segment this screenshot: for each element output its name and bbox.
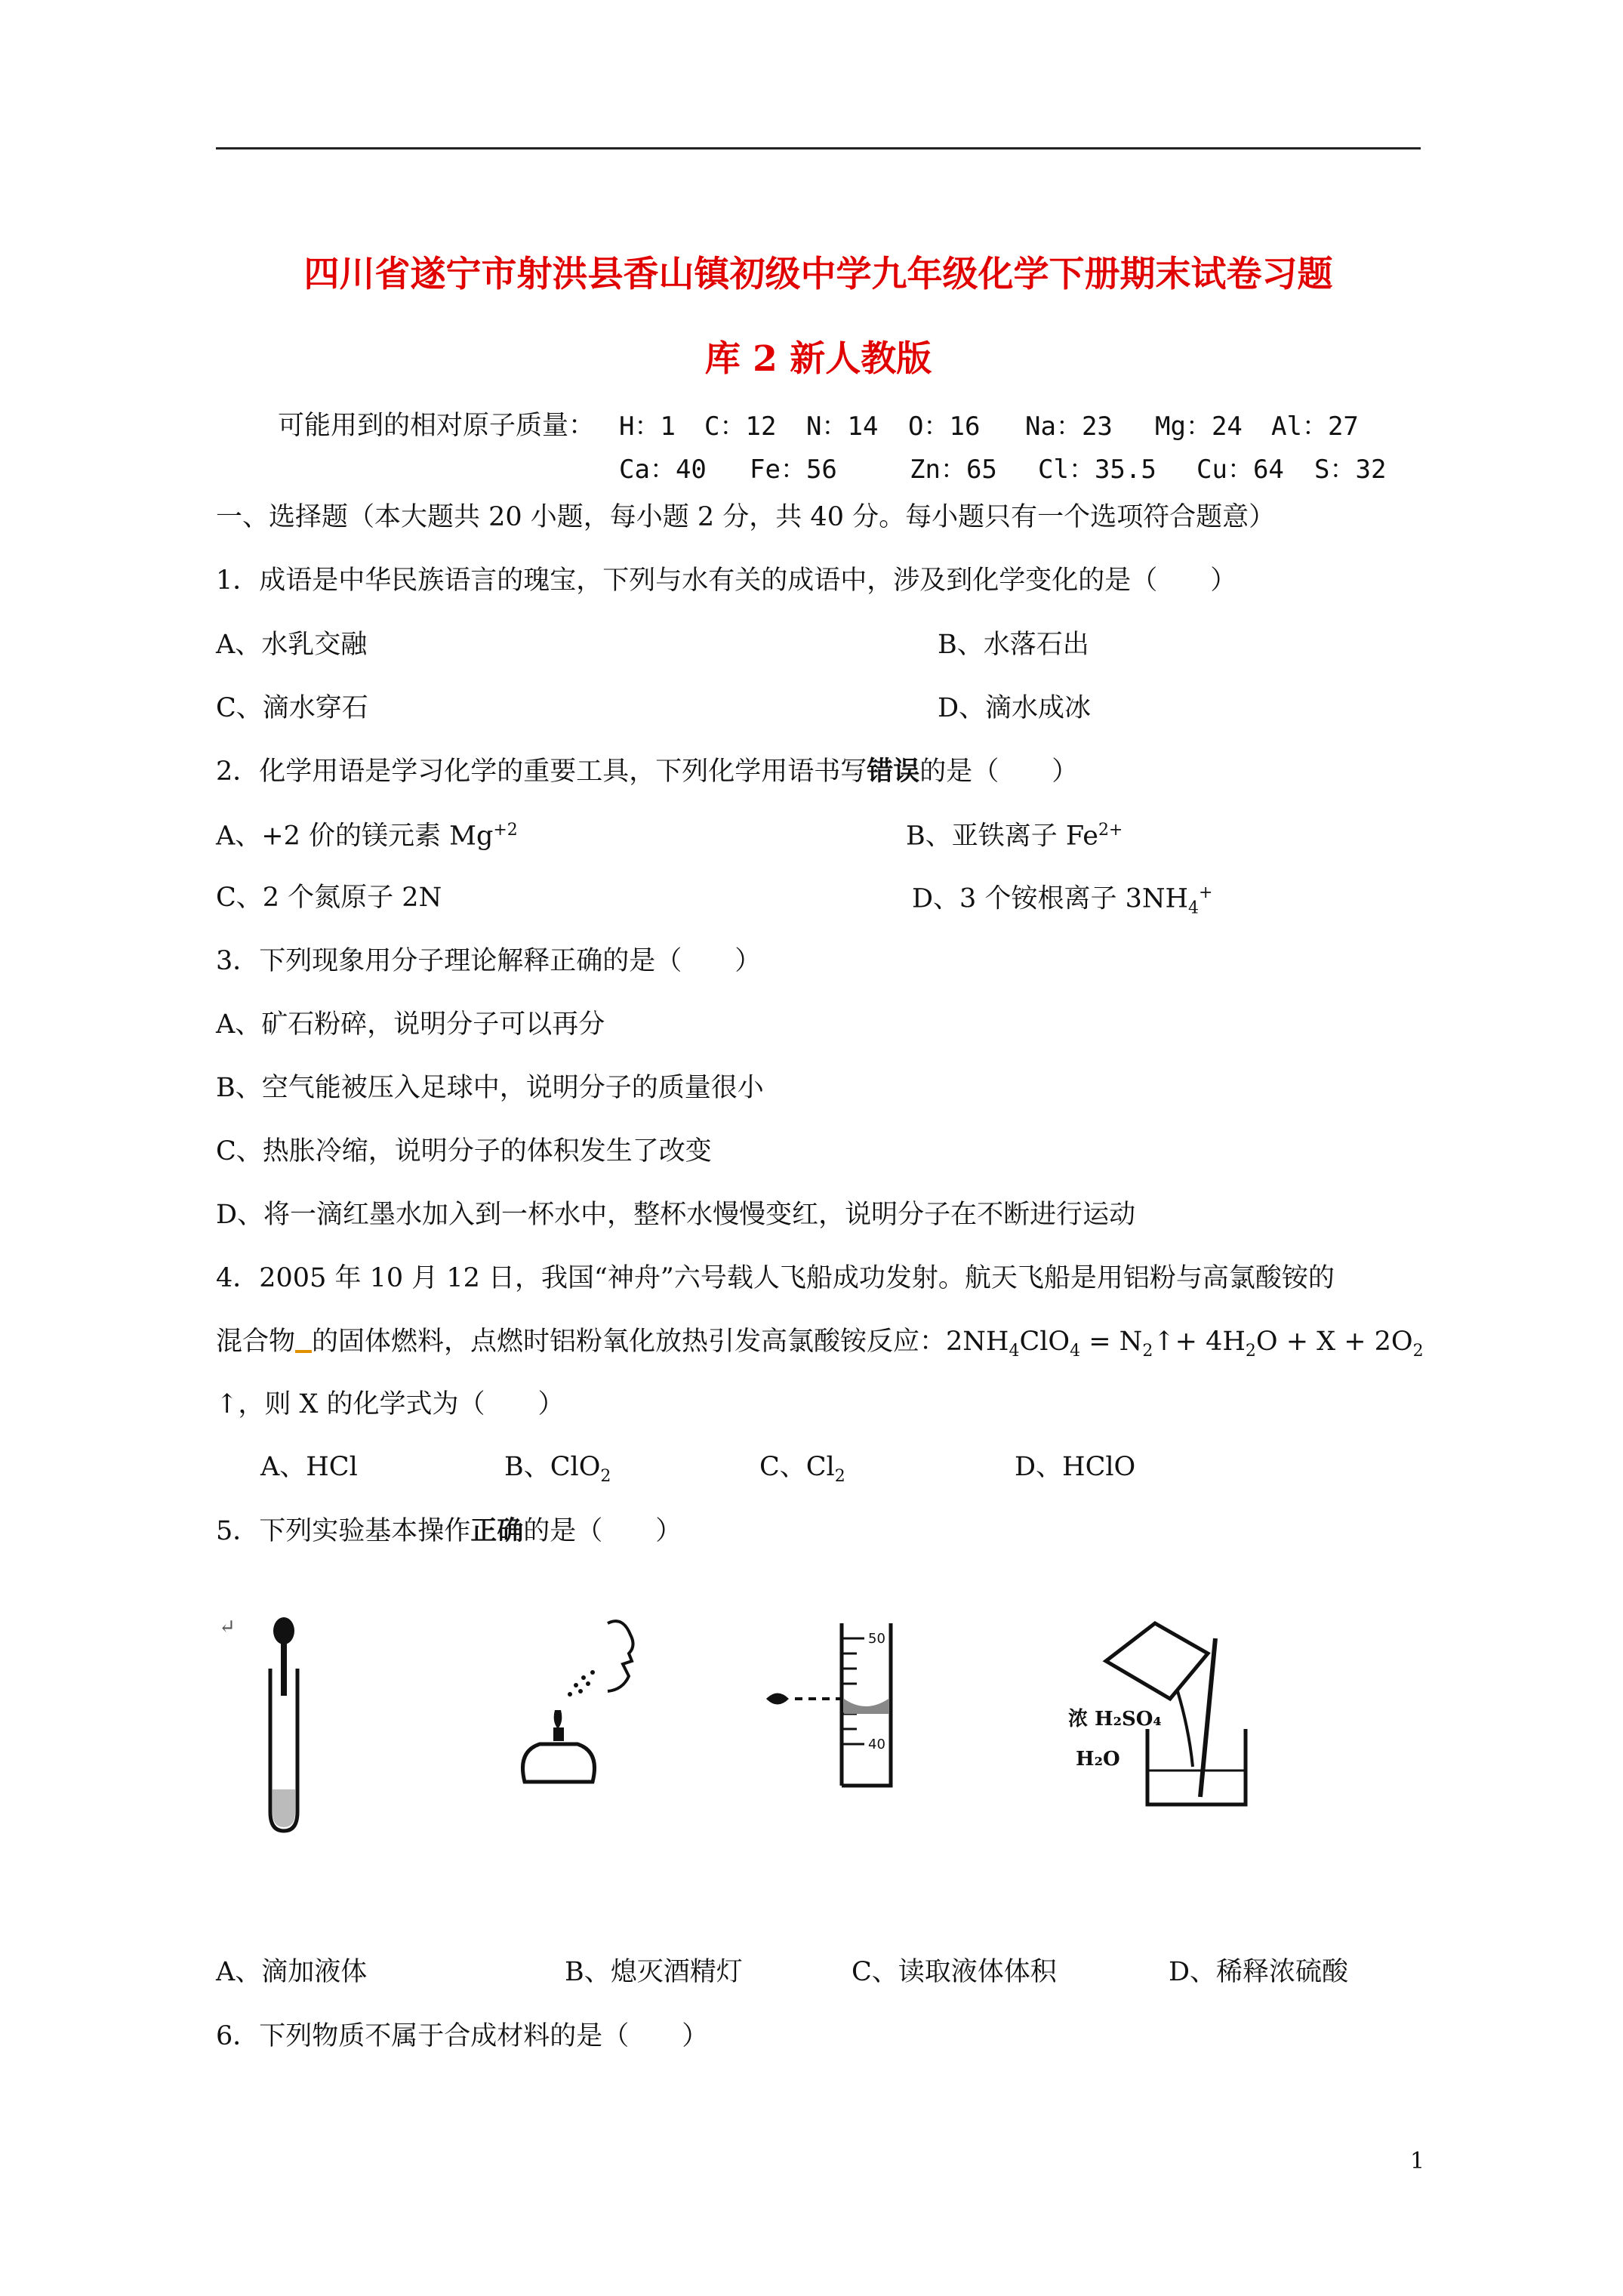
q4-sub-4a: 4 [1009,1342,1020,1361]
q4-option-b-sub: 2 [600,1467,611,1486]
q4-option-b-text: B、ClO [504,1452,601,1482]
title-line-2: 库 2 新人教版 [704,338,932,380]
atomic-mass-label: 可能用到的相对原子质量： [278,411,596,441]
atomic-n: N：14 [806,411,879,442]
q2-option-a-sup: +2 [493,821,518,840]
q3-option-b: B、空气能被压入足球中，说明分子的质量很小 [216,1073,764,1103]
atomic-cl: Cl：35.5 [1038,455,1156,485]
figure-dilute-sulfuric-acid [1064,1616,1291,1812]
paragraph-mark-icon: ↵ [219,1616,236,1638]
q2-stem-pre: 2．化学用语是学习化学的重要工具，下列化学用语书写 [216,757,867,787]
page-number: 1 [1410,2148,1425,2174]
q5-stem-post: 的是（ ） [523,1516,682,1546]
figure-graduated-cylinder [759,1616,932,1789]
q2-option-d [912,885,1212,917]
q1-option-a: A、水乳交融 [216,630,368,660]
q3-stem: 3．下列现象用分子理论解释正确的是（ ） [216,946,762,976]
section-heading: 一、选择题（本大题共 20 小题，每小题 2 分，共 40 分。每小题只有一个选项符合题意） [216,502,1276,532]
q2-option-b-text: B、亚铁离子 Fe [906,821,1098,852]
acid-label: 浓 H₂SO₄ [1068,1708,1162,1730]
q4-clo: ClO [1019,1327,1070,1357]
acid-stream [1178,1691,1193,1767]
q5-option-d: D、稀释浓硫酸 [1169,1957,1349,1987]
q4-eq-mid: = N [1080,1327,1143,1357]
q2-option-d-sup: + [1199,883,1213,902]
edit-mark [295,1350,312,1353]
cylinder-tick-50: 50 [868,1631,885,1647]
q4-sub-2a: 2 [1142,1342,1153,1361]
atomic-zn: Zn：65 [910,455,997,485]
q4-option-c-sub: 2 [834,1467,845,1486]
dropper-bulb [273,1617,294,1644]
q5-stem-bold: 正确 [470,1515,524,1546]
atomic-na: Na：23 [1025,411,1113,442]
q4-option-a: A、HCl [260,1452,358,1482]
atomic-o: O：16 [908,411,981,442]
atomic-ca: Ca：40 [619,455,707,485]
q2-stem-post: 的是（ ） [919,757,1079,787]
q1-option-d: D、滴水成冰 [938,693,1092,723]
breath-dots [568,1670,595,1697]
q4-line-1: 4．2005 年 10 月 12 日，我国“神舟”六号载人飞船成功发射。航天飞船是用铝粉与高氯酸铵的 [216,1263,1335,1293]
q1-option-c: C、滴水穿石 [216,693,368,723]
q5-stem-pre: 5．下列实验基本操作 [216,1516,471,1546]
flame [554,1710,562,1729]
q4-sub-4b: 4 [1070,1342,1081,1361]
q2-option-a-text: A、+2 价的镁元素 Mg [216,821,494,852]
q2-option-b [906,822,1123,850]
wick-holder [553,1727,564,1741]
atomic-mg: Mg：24 [1155,411,1243,442]
title-line-1: 四川省遂宁市射洪县香山镇初级中学九年级化学下册期末试卷习题 [303,254,1333,295]
test-tube-liquid [273,1789,295,1827]
q4-mixture: 混合物 [216,1327,296,1357]
q5-stem [216,1515,682,1546]
q4-line-2-text: 的固体燃料，点燃时铝粉氧化放热引发高氯酸铵反应：2NH [312,1327,1009,1357]
figure-dropper-test-tube [249,1601,332,1842]
cylinder-ticks [843,1638,864,1744]
q2-option-a [216,822,518,850]
q4-sub-2c: 2 [1412,1342,1424,1361]
q3-option-a: A、矿石粉碎，说明分子可以再分 [216,1009,605,1040]
q4-sub-2b: 2 [1245,1342,1256,1361]
figure-alcohol-lamp [510,1601,661,1797]
q2-option-b-sup: 2+ [1098,821,1123,840]
q2-stem-bold: 错误 [867,756,920,787]
header-rule [216,147,1421,149]
atomic-fe: Fe：56 [750,455,837,485]
q2-option-d-text: D、3 个铵根离子 3NH [912,883,1188,914]
atomic-h: H：1 [619,411,676,442]
eye-icon [766,1693,789,1705]
q2-stem [216,758,1078,785]
q4-line-2 [216,1329,1424,1360]
water-beaker [1147,1729,1246,1804]
q4-option-c [759,1454,845,1485]
water-label: H₂O [1076,1748,1120,1771]
atomic-al: Al：27 [1271,411,1359,442]
q5-option-a: A、滴加液体 [216,1957,368,1987]
atomic-s: S：32 [1314,455,1387,485]
lamp-body [523,1744,595,1782]
acid-beaker [1106,1623,1208,1699]
atomic-c: C：12 [704,411,777,442]
q5-option-c: C、读取液体体积 [852,1957,1057,1987]
q6-stem: 6．下列物质不属于合成材料的是（ ） [216,2021,709,2051]
cylinder-tick-40: 40 [868,1737,885,1752]
q4-option-b [504,1454,611,1485]
q1-stem: 1．成语是中华民族语言的瑰宝，下列与水有关的成语中，涉及到化学变化的是（ ） [216,566,1237,596]
q4-option-c-text: C、Cl [759,1452,835,1482]
meniscus [844,1699,888,1714]
q4-line-3: ↑，则 X 的化学式为（ ） [216,1389,565,1419]
dropper-tube [281,1643,287,1696]
q3-option-c: C、热胀冷缩，说明分子的体积发生了改变 [216,1136,712,1166]
q4-option-d: D、HClO [1015,1452,1136,1482]
q2-option-c: C、2 个氮原子 2N [216,883,442,913]
q1-option-b: B、水落石出 [938,630,1089,660]
atomic-cu: Cu：64 [1196,455,1284,485]
q4-o-plus-x: O + X + 2O [1255,1327,1413,1357]
q5-option-b: B、熄灭酒精灯 [565,1957,743,1987]
q4-arrow-plus: ↑+ 4H [1153,1327,1246,1357]
q3-option-d: D、将一滴红墨水加入到一杯水中，整杯水慢慢变红，说明分子在不断进行运动 [216,1200,1136,1230]
q2-option-d-sub: 4 [1188,898,1199,918]
face-profile [608,1621,633,1691]
